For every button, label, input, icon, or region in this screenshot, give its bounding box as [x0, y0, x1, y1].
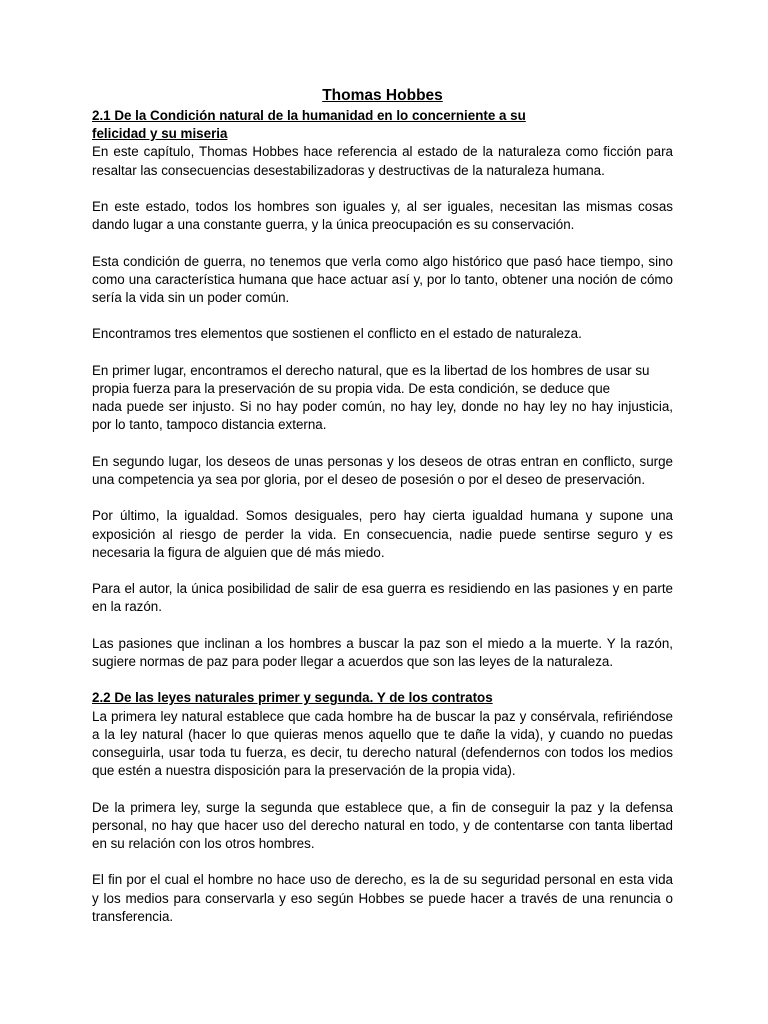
paragraph: En este capítulo, Thomas Hobbes hace referencia al estado de la naturaleza como ficción para resaltar las consecuencias desestabilizadoras y destructivas de la naturaleza humana. — [92, 144, 673, 178]
section-heading-2-1: 2.1 De la Condición natural de la humanidad en lo concerniente a su felicidad y su miseria — [92, 108, 526, 142]
paragraph: La primera ley natural establece que cada hombre ha de buscar la paz y consérvala, refiriéndose a la ley natural (hacer lo que quieras menos aquello que te dañe la vida), y cuando no puedas conseguirla, usar toda tu fuerza, es decir, tu derecho natural (defendernos con todos los medios que estén a nuestra disposición para la preservación de la propia vida). — [92, 708, 673, 779]
paragraph: Para el autor, la única posibilidad de salir de esa guerra es residiendo en las pasiones y en parte en la razón. — [92, 581, 673, 615]
paragraph: nada puede ser injusto. Si no hay poder común, no hay ley, donde no hay ley no hay injusticia, por lo tanto, tampoco distancia externa. — [92, 399, 673, 433]
paragraph: Esta condición de guerra, no tenemos que verla como algo histórico que pasó hace tiempo, sino como una característica humana que hace actuar así y, por lo tanto, obtener una noción de cómo sería la vida sin un poder común. — [92, 253, 673, 305]
paragraph: El fin por el cual el hombre no hace uso de derecho, es la de su seguridad personal en esta vida y los medios para conservarla y eso según Hobbes se puede hacer a través de una renuncia o transferencia. — [92, 872, 673, 924]
section-heading-2-2: 2.2 De las leyes naturales primer y segunda. Y de los contratos — [92, 690, 493, 706]
paragraph: Encontramos tres elementos que sostienen el conflicto en el estado de naturaleza. — [92, 326, 582, 342]
paragraph: Por último, la igualdad. Somos desiguales, pero hay cierta igualdad humana y supone una exposición al riesgo de perder la vida. En consecuencia, nadie puede sentirse seguro y es necesaria la figura de alguien que dé más miedo. — [92, 508, 673, 560]
paragraph: En segundo lugar, los deseos de unas personas y los deseos de otras entran en conflicto, surge una competencia ya sea por gloria, por el deseo de posesión o por el deseo de preservación. — [92, 453, 673, 487]
paragraph: En este estado, todos los hombres son iguales y, al ser iguales, necesitan las mismas cosas dando lugar a una constante guerra, y la única preocupación es su conservación. — [92, 199, 673, 233]
paragraph: En primer lugar, encontramos el derecho natural, que es la libertad de los hombres de usar su propia fuerza para la preservación de su propia vida. De esta condición, se deduce que — [92, 362, 650, 396]
paragraph: De la primera ley, surge la segunda que establece que, a fin de conseguir la paz y la defensa personal, no hay que hacer uso del derecho natural en todo, y de contentarse con tanta libertad en su relación con los otros hombres. — [92, 799, 673, 851]
page-title: Thomas Hobbes — [322, 87, 443, 104]
paragraph: Las pasiones que inclinan a los hombres a buscar la paz son el miedo a la muerte. Y la razón, sugiere normas de paz para poder llegar a acuerdos que son las leyes de la naturaleza. — [92, 635, 673, 669]
document-page — [92, 86, 673, 944]
